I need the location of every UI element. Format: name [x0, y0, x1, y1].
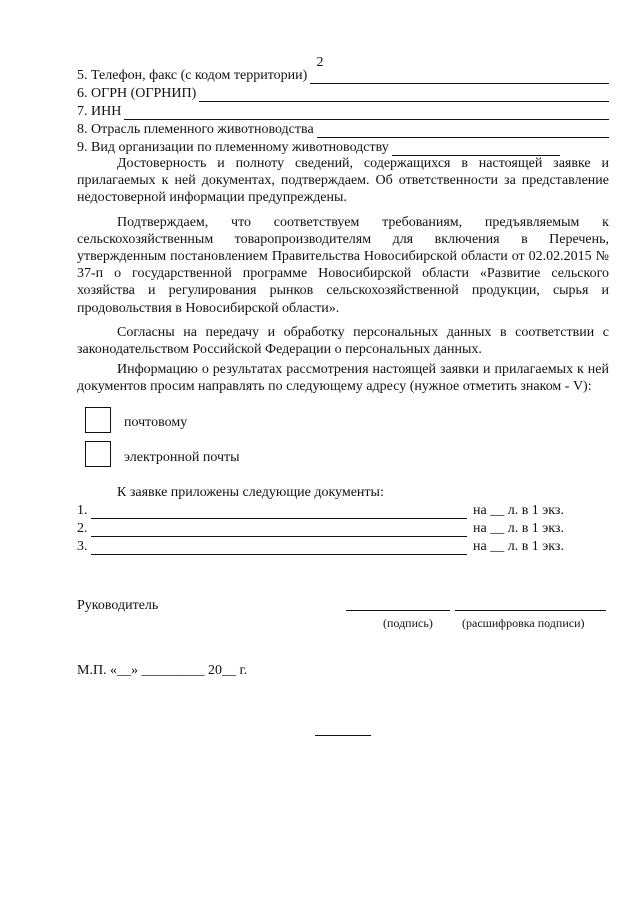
email-option-label: электронной почты — [124, 450, 240, 465]
inn-label: 7. ИНН — [77, 104, 122, 119]
paragraph-reliability: Достоверность и полноту сведений, содержащихся в настоящей заявке и прилагаемых к ней документах, подтверждаем. Об ответственности за представление недостоверной информации предупреждены. — [77, 156, 609, 206]
signature-caption: (подпись) — [383, 616, 433, 630]
phone-fax-label: 5. Телефон, факс (с кодом территории) — [77, 68, 308, 83]
inn-field[interactable] — [77, 102, 609, 120]
document-row-3[interactable] — [77, 537, 572, 555]
document-row-blank[interactable] — [91, 523, 467, 537]
breeding-branch-label: 8. Отрасль племенного животноводства — [77, 122, 314, 137]
document-row-pages: на __ л. в 1 экз. — [473, 539, 564, 554]
phone-fax-field[interactable] — [77, 66, 609, 84]
signature-line[interactable] — [346, 610, 450, 611]
signature-decode-caption: (расшифровка подписи) — [462, 616, 585, 630]
ogrn-label: 6. ОГРН (ОГРНИП) — [77, 86, 197, 101]
document-row-blank[interactable] — [91, 505, 467, 519]
end-divider — [315, 735, 371, 736]
email-checkbox[interactable] — [85, 441, 111, 467]
inn-blank[interactable] — [124, 106, 609, 120]
postal-checkbox[interactable] — [85, 407, 111, 433]
document-row-blank[interactable] — [91, 541, 467, 555]
paragraph-results-address: Информацию о результатах рассмотрения настоящей заявки и прилагаемых к ней документов просим направлять по следующему адресу (нужное отметить знаком - V): — [77, 362, 609, 395]
document-row-number: 2. — [77, 521, 88, 536]
ogrn-field[interactable] — [77, 84, 609, 102]
document-row-number: 1. — [77, 503, 88, 518]
ogrn-blank[interactable] — [199, 88, 609, 102]
stamp-date-line: М.П. «__» _________ 20__ г. — [77, 663, 248, 678]
organization-type-field[interactable] — [77, 138, 560, 156]
body-text — [77, 155, 609, 396]
document-row-pages: на __ л. в 1 экз. — [473, 503, 564, 518]
organization-type-label: 9. Вид организации по племенному животноводству — [77, 140, 389, 155]
signer-role: Руководитель — [77, 598, 159, 613]
postal-option-label: почтовому — [124, 415, 188, 430]
breeding-branch-blank[interactable] — [317, 124, 609, 138]
documents-heading: К заявке приложены следующие документы: — [117, 485, 384, 500]
document-row-pages: на __ л. в 1 экз. — [473, 521, 564, 536]
signature-decode-line[interactable] — [455, 610, 606, 611]
document-row-2[interactable] — [77, 519, 572, 537]
paragraph-compliance: Подтверждаем, что соответствуем требованиям, предъявляемым к сельскохозяйственным товаропроизводителям для включения в Перечень, утвержденным постановлением Правительства Новосибирской области от 02.02.2015 № 37-п о государственной программе Новосибирской области «Развитие сельского хозяйства и регулирования рынков сельскохозяйственной продукции, сырья и продовольствия в Новосибирской области». — [77, 214, 609, 316]
page-number: 2 — [316, 55, 324, 70]
document-row-1[interactable] — [77, 501, 572, 519]
document-row-number: 3. — [77, 539, 88, 554]
breeding-branch-field[interactable] — [77, 120, 609, 138]
paragraph-personal-data: Согласны на передачу и обработку персональных данных в соответствии с законодательством Российской Федерации о персональных данных. — [77, 324, 609, 358]
phone-fax-blank[interactable] — [310, 70, 609, 84]
organization-type-blank[interactable] — [392, 142, 560, 156]
